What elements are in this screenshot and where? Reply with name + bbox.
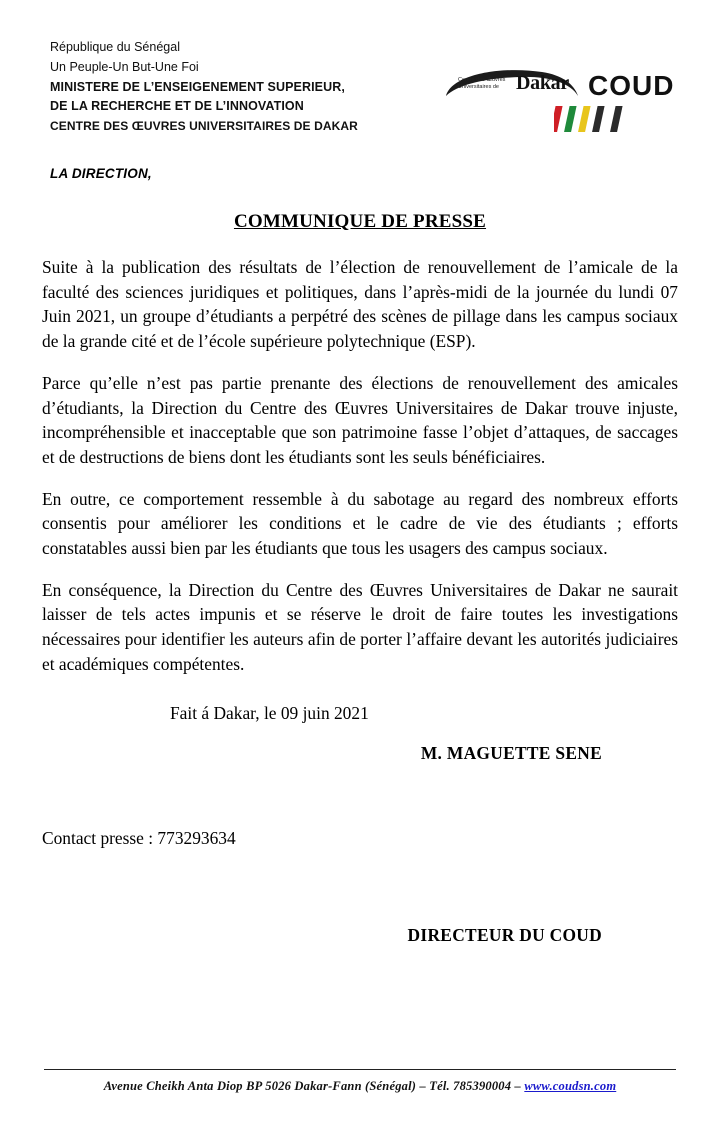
letterhead-line-5: CENTRE DES ŒUVRES UNIVERSITAIRES DE DAKAR xyxy=(50,119,358,133)
footer-website-link[interactable]: www.coudsn.com xyxy=(524,1079,617,1093)
signatory-name: M. MAGUETTE SENE xyxy=(420,742,602,763)
logo-word-coud: COUD xyxy=(588,70,675,101)
letterhead-line-2: Un Peuple-Un But-Une Foi xyxy=(50,59,199,74)
page-title: COMMUNIQUE DE PRESSE xyxy=(233,211,487,232)
signatory-title: DIRECTEUR DU COUD xyxy=(407,924,602,945)
letterhead-line-4: DE LA RECHERCHE ET DE L’INNOVATION xyxy=(50,99,304,114)
letterhead-block xyxy=(40,34,358,136)
coud-logo xyxy=(436,60,676,140)
logo-color-bars-icon xyxy=(554,104,664,134)
body-paragraph-2: Parce qu’elle n’est pas partie prenante des élections de renouvellement des amicales d’étudiants, la Direction du Centre des Œuvres Universitaires de Dakar trouve injuste, incompréhensible et inacceptable que son patrimoine fasse l’objet d’attaques, de saccages et de destructions de biens dont les étudiants sont les seuls bénéficiaires. xyxy=(42,372,678,467)
place-and-date: Fait á Dakar, le 09 juin 2021 xyxy=(170,702,369,723)
letterhead-line-3: MINISTERE DE L’ENSEIGENEMENT SUPERIEUR, xyxy=(50,79,345,94)
letterhead-line-1: République du Sénégal xyxy=(50,40,180,54)
direction-label: LA DIRECTION, xyxy=(50,166,152,181)
footer-address: Avenue Cheikh Anta Diop BP 5026 Dakar-Fann (Sénégal) – Tél. 785390004 – xyxy=(103,1079,525,1093)
logo-caption: Centre des Œuvres Universitaires de xyxy=(458,77,506,90)
document-footer xyxy=(0,1069,720,1094)
document-header xyxy=(40,34,680,140)
body-paragraph-3: En outre, ce comportement ressemble à du sabotage au regard des nombreux efforts consentis pour améliorer les conditions et le cadre de vie des étudiants ; efforts constatables aussi bien par les étudiants que tous les usagers des campus sociaux. xyxy=(42,488,678,559)
footer-address-line xyxy=(0,1079,720,1094)
body-paragraph-1: Suite à la publication des résultats de l’élection de renouvellement de l’amicale de la faculté des sciences juridiques et politiques, dans l’après-midi de la journée du lundi 07 Juin 2021, un groupe d’étudiants a perpétré des scènes de pillage dans les campus sociaux de la grande cité et de l’école supérieure polytechnique (ESP). xyxy=(42,257,678,352)
footer-divider xyxy=(44,1069,676,1070)
logo-word-dakar: Dakar xyxy=(516,72,569,94)
body-paragraph-4: En conséquence, la Direction du Centre des Œuvres Universitaires de Dakar ne saurait laisser de tels actes impunis et se réserve le droit de faire toutes les investigations nécessaires pour identifier les auteurs afin de porter l’affaire devant les autorités judiciaires et académiques compétentes. xyxy=(42,579,678,674)
press-contact: Contact presse : 773293634 xyxy=(42,827,236,848)
